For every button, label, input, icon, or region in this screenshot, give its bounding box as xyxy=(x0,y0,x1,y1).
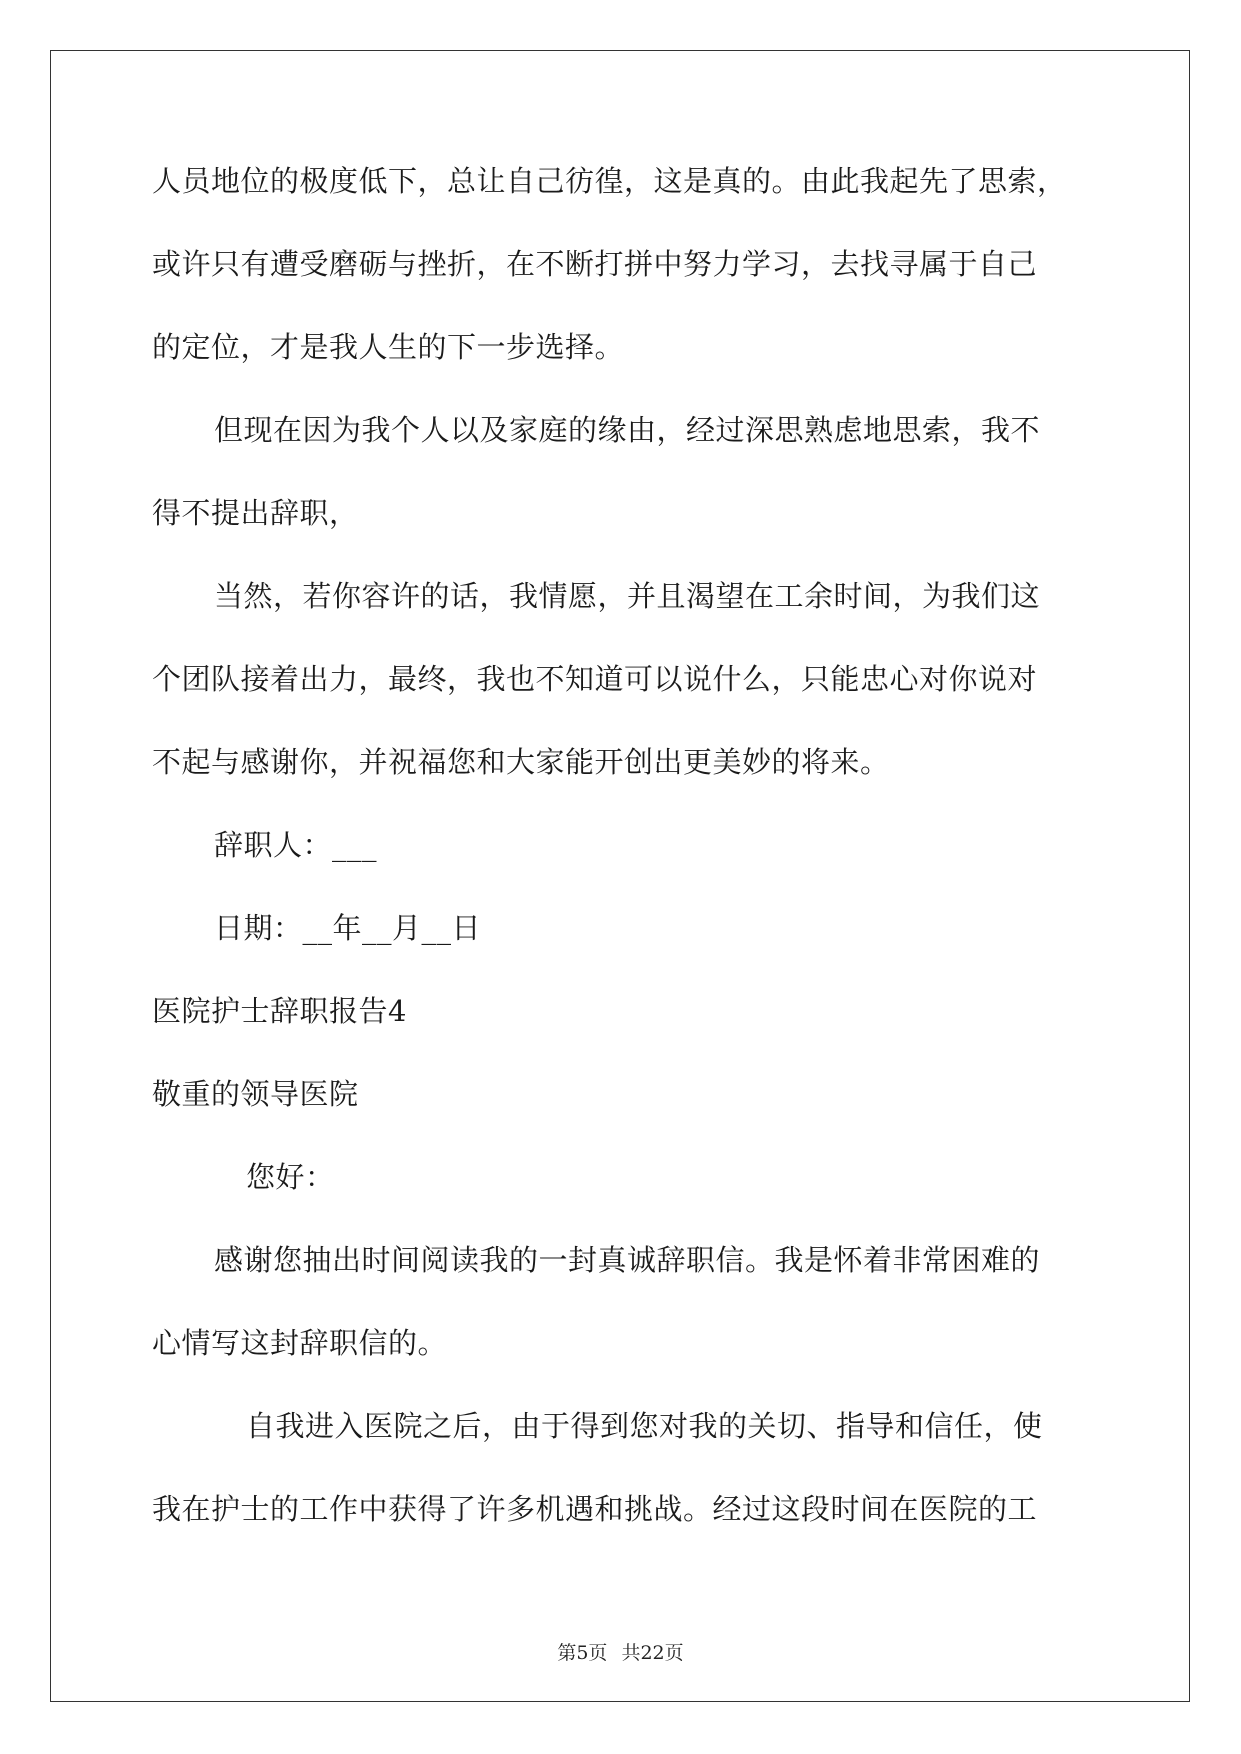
text-line: 的定位，才是我人生的下一步选择。 xyxy=(152,330,625,364)
page-footer xyxy=(0,1638,1241,1665)
page-total: 共22页 xyxy=(621,1642,684,1664)
text-line: 个团队接着出力，最终，我也不知道可以说什么，只能忠心对你说对 xyxy=(152,662,1038,696)
page-number: 第5页 xyxy=(557,1642,608,1664)
signature-line: 辞职人：___ xyxy=(214,828,378,862)
text-line: 不起与感谢你，并祝福您和大家能开创出更美妙的将来。 xyxy=(152,745,890,779)
text-line: 人员地位的极度低下，总让自己彷徨，这是真的。由此我起先了思索， xyxy=(152,164,1067,198)
text-line: 我在护士的工作中获得了许多机遇和挑战。经过这段时间在医院的工 xyxy=(152,1492,1038,1526)
text-line: 心情写这封辞职信的。 xyxy=(152,1326,448,1360)
text-line: 当然，若你容许的话，我情愿，并且渴望在工余时间，为我们这 xyxy=(214,579,1041,613)
text-line: 或许只有遭受磨砺与挫折，在不断打拼中努力学习，去找寻属于自己 xyxy=(152,247,1038,281)
date-line: 日期：__年__月__日 xyxy=(214,911,482,945)
text-line: 感谢您抽出时间阅读我的一封真诚辞职信。我是怀着非常困难的 xyxy=(214,1243,1041,1277)
document-body xyxy=(152,160,1092,1571)
text-line: 自我进入医院之后，由于得到您对我的关切、指导和信任，使 xyxy=(246,1409,1043,1443)
section-heading: 医院护士辞职报告4 xyxy=(152,994,407,1028)
text-line: 但现在因为我个人以及家庭的缘由，经过深思熟虑地思索，我不 xyxy=(214,413,1041,447)
salutation: 敬重的领导医院 xyxy=(152,1077,359,1111)
text-line: 得不提出辞职， xyxy=(152,496,359,530)
greeting: 您好： xyxy=(246,1160,335,1194)
